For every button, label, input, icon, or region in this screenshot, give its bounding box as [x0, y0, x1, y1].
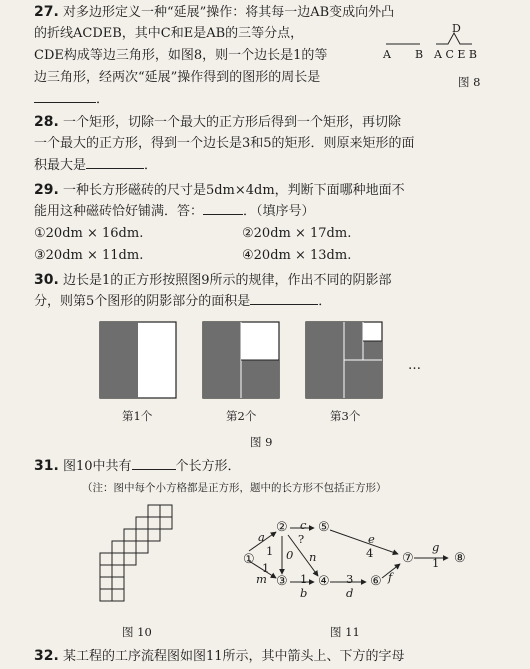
fig11-node-4: ④ [318, 574, 330, 589]
fig11-label-m: m [256, 572, 267, 586]
fig11-caption: 图 11 [330, 625, 360, 639]
fig11-label-g: g [432, 540, 440, 554]
fig11-label-1a: 1 [266, 544, 274, 558]
fig9-label-3: 第3个 [330, 409, 361, 423]
fig11-label-c: c [300, 518, 307, 532]
q29-option-4: ④20dm × 13dm. [242, 248, 352, 263]
q29-option-1: ①20dm × 16dm. [34, 226, 144, 241]
q27-line4: 边三角形，经两次“延展”操作得到的图形的周长是 [34, 70, 321, 85]
fig8-label-d: D [452, 22, 461, 35]
fig11-label-1d: 1 [432, 556, 440, 570]
fig11-label-4: 4 [366, 546, 374, 560]
figure-10 [100, 505, 170, 615]
q27-line1: 27. 对多边形定义一种“延展”操作：将其每一边AB变成向外凸 [34, 4, 395, 20]
q28-answer-blank[interactable] [86, 168, 144, 169]
q31-line1: 31. 图10中共有 个长方形． [34, 458, 241, 474]
q31-note: （注：图中每个小方格都是正方形，题中的长方形不包括正方形） [82, 482, 387, 494]
fig10-caption: 图 10 [122, 625, 152, 639]
q29-line2: 能用这种磁砖恰好铺满．答： ．（填序号） [34, 204, 315, 219]
fig11-label-1c: 1 [300, 572, 308, 586]
fig11-label-0: 0 [286, 548, 294, 562]
q28-line3: 积最大是 ． [34, 158, 158, 173]
fig11-node-6: ⑥ [370, 574, 382, 589]
q30-line1: 30. 边长是1的正方形按照图9所示的规律，作出不同的阴影部 [34, 272, 392, 288]
fig11-node-7: ⑦ [402, 551, 414, 566]
fig8-label-a: A [383, 48, 391, 61]
fig11-label-e: e [368, 532, 375, 546]
fig9-square-3 [306, 322, 382, 398]
fig11-label-f: f [388, 570, 393, 584]
fig9-caption: 图 9 [250, 435, 273, 449]
fig11-label-1b: 1 [262, 561, 270, 575]
fig8-caption: 图 8 [458, 75, 481, 89]
fig9-square-1 [100, 322, 176, 398]
q32-line1: 32. 某工程的工序流程图如图11所示，其中箭头上、下方的字母 [34, 648, 405, 664]
fig9-square-2 [203, 322, 279, 398]
q29-answer-blank[interactable] [203, 214, 243, 215]
fig11-node-8: ⑧ [454, 551, 466, 566]
fig11-label-3: 3 [346, 572, 354, 586]
fig11-node-3: ③ [276, 574, 288, 589]
q27-line3: CDE构成等边三角形，如图8，则一个边长是1的等 [34, 48, 328, 63]
fig9-label-2: 第2个 [226, 409, 257, 423]
q28-line1: 28. 一个矩形，切除一个最大的正方形后得到一个矩形，再切除 [34, 114, 401, 130]
fig11-label-b: b [300, 586, 308, 600]
fig11-node-1: ① [243, 552, 255, 567]
figure-9 [100, 322, 400, 404]
q30-answer-blank[interactable] [250, 304, 318, 305]
q27-answer-blank[interactable] [34, 102, 96, 103]
q28-line2: 一个最大的正方形，得到一个边长是3和5的矩形．则原来矩形的面 [34, 136, 415, 151]
q29-option-3: ③20dm × 11dm. [34, 248, 144, 263]
q31-answer-blank[interactable] [132, 469, 176, 470]
fig8-label-b: B [415, 48, 424, 61]
fig11-node-5: ⑤ [318, 520, 330, 535]
fig8-label-aceb: A C E B [434, 48, 477, 61]
fig11-label-d: d [346, 586, 354, 600]
q30-line2: 分，则第5个图形的阴影部分的面积是 ． [34, 294, 332, 309]
fig9-ellipsis: … [408, 358, 421, 373]
fig11-label-n: n [309, 550, 317, 564]
q27-answer-line: ． [34, 92, 109, 108]
q27-line2: 的折线ACDEB，其中C和E是AB的三等分点， [34, 26, 304, 41]
fig11-label-q: ? [298, 532, 305, 546]
q29-line1: 29. 一种长方形磁砖的尺寸是5dm×4dm，判断下面哪种地面不 [34, 182, 405, 198]
fig9-label-1: 第1个 [122, 409, 153, 423]
fig11-node-2: ② [276, 520, 288, 535]
q29-option-2: ②20dm × 17dm. [242, 226, 352, 241]
fig11-label-a: a [258, 530, 265, 544]
fig10-grid [100, 505, 172, 601]
